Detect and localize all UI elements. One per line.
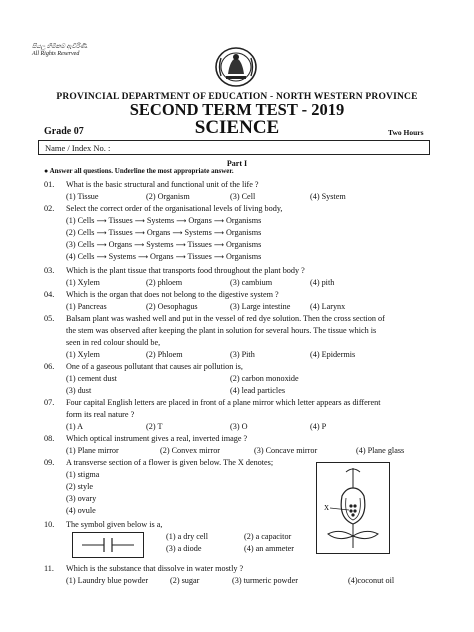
option[interactable]: (4) Larynx [310, 302, 346, 311]
option[interactable]: (4) ovule [66, 506, 96, 515]
option[interactable]: (2) Organism [146, 192, 190, 201]
question-number: 11. [44, 564, 54, 573]
duration-label: Two Hours [388, 128, 424, 137]
option[interactable]: (2) Convex mirror [160, 446, 221, 455]
option[interactable]: (1) cement dust [66, 374, 117, 383]
option-term: (4) Cells [66, 252, 95, 261]
rights-notice [32, 44, 88, 58]
provincial-emblem-icon [212, 46, 260, 88]
arrow-icon: ⟶ [96, 253, 107, 261]
arrow-icon: ⟶ [176, 217, 187, 225]
question-text: Select the correct order of the organisational levels of living body, [66, 204, 283, 213]
option[interactable]: (1) Pancreas [66, 302, 107, 311]
option[interactable]: (1) A [66, 422, 84, 431]
option-term: Organs [108, 240, 133, 249]
option-term: Tissues [187, 240, 212, 249]
option[interactable]: (1) Tissue [66, 192, 99, 201]
arrow-icon: ⟶ [172, 229, 183, 237]
question-text: Which optical instrument gives a real, inverted image ? [66, 434, 248, 443]
flower-section-diagram [316, 462, 390, 554]
question-number: 05. [44, 314, 55, 323]
question-number: 03. [44, 266, 55, 275]
option[interactable]: (2) a capacitor [244, 532, 292, 541]
question-number: 07. [44, 398, 55, 407]
subject-title: SCIENCE [194, 117, 280, 138]
option-term: Systems [184, 228, 212, 237]
option[interactable]: (1) stigma [66, 470, 100, 479]
option[interactable]: (2) phloem [146, 278, 183, 287]
arrow-icon: ⟶ [96, 229, 107, 237]
option[interactable]: (4) pith [310, 278, 335, 287]
option[interactable]: (2) T [146, 422, 163, 431]
grade-label: Grade 07 [44, 126, 84, 137]
question-text-line: Balsam plant was washed well and put in the vessel of red dye solution. Then the cross section of [66, 314, 385, 323]
option[interactable]: (1) Plane mirror [66, 446, 119, 455]
option-term: (2) Cells [66, 228, 95, 237]
option[interactable]: (4) an ammeter [244, 544, 295, 553]
question-text: Which is the substance that dissolve in water mostly ? [66, 564, 244, 573]
arrow-icon: ⟶ [134, 217, 145, 225]
name-index-label: Name / Index No. : [45, 143, 111, 153]
option[interactable]: (3) Concave mirror [254, 446, 318, 455]
question-text-line: seen in red colour should be, [66, 338, 161, 347]
question-text: One of a gaseous pollutant that causes air pollution is, [66, 362, 243, 371]
question-text-line: the stem was observed after keeping the plant in solution for several hours. The tissue which is [66, 326, 377, 335]
arrow-icon: ⟶ [175, 241, 186, 249]
arrow-icon: ⟶ [96, 241, 107, 249]
arrow-icon: ⟶ [213, 253, 224, 261]
rights-sinhala: සියලු හිමිකම් ඇවිරිණි. [32, 44, 88, 50]
option[interactable]: (1) Laundry blue powder [66, 576, 149, 585]
rights-english: All Rights Reserved [32, 51, 80, 57]
instruction-text: Answer all questions. Underline the most appropriate answer. [49, 167, 234, 175]
question-number: 01. [44, 180, 55, 189]
option[interactable]: (3) a diode [166, 544, 202, 553]
name-index-field[interactable] [38, 140, 430, 155]
option[interactable]: (3) ovary [66, 494, 97, 503]
question-text: Which is the organ that does not belong to the digestive system ? [66, 290, 279, 299]
arrow-icon: ⟶ [134, 229, 145, 237]
question-number: 04. [44, 290, 55, 299]
option-term: Tissues [108, 228, 133, 237]
option-term: (1) Cells [66, 216, 95, 225]
option[interactable]: (3) Pith [230, 350, 255, 359]
option[interactable]: (4) Epidermis [310, 350, 356, 359]
option[interactable]: (3) Cell [230, 192, 256, 201]
option[interactable]: (3) Large intestine [230, 302, 291, 311]
question-text-line: Four capital English letters are placed in front of a plane mirror which letter appears as different [66, 398, 381, 407]
option-term: Organisms [225, 228, 262, 237]
test-title: SECOND TERM TEST - 2019 [129, 100, 345, 119]
part-heading: Part I [226, 159, 248, 168]
arrow-icon: ⟶ [137, 253, 148, 261]
instruction: ● Answer all questions. Underline the most appropriate answer. [44, 167, 234, 175]
question-number: 10. [44, 520, 55, 529]
option[interactable]: (1) Xylem [66, 350, 100, 359]
question-text: What is the basic structural and functional unit of the life ? [66, 180, 259, 189]
arrow-icon: ⟶ [96, 217, 107, 225]
question-text: The symbol given below is a, [66, 520, 163, 529]
option[interactable]: (2) Phloem [146, 350, 183, 359]
question-text: Which is the plant tissue that transports food throughout the plant body ? [66, 266, 305, 275]
question-number: 06. [44, 362, 55, 371]
question-number: 08. [44, 434, 55, 443]
option-term: Tissues [108, 216, 133, 225]
option[interactable]: (4) Plane glass [356, 446, 405, 455]
option[interactable]: (3) O [230, 422, 248, 431]
option-term: Tissues [187, 252, 212, 261]
circuit-symbol-diagram [72, 532, 144, 558]
option[interactable]: (1) a dry cell [166, 532, 209, 541]
department-heading: PROVINCIAL DEPARTMENT OF EDUCATION - NORTH WESTERN PROVINCE [56, 92, 418, 102]
arrow-icon: ⟶ [175, 253, 186, 261]
option[interactable]: (2) Oesophagus [146, 302, 198, 311]
option[interactable] [66, 240, 261, 249]
option[interactable]: (3) turmeric powder [232, 576, 298, 585]
option[interactable] [66, 216, 261, 225]
option-term: Organs [146, 228, 171, 237]
option-term: Organisms [225, 240, 262, 249]
option-term: Organs [188, 216, 212, 225]
option[interactable]: (1) Xylem [66, 278, 100, 287]
arrow-icon: ⟶ [213, 217, 224, 225]
option-term: Organs [150, 252, 174, 261]
option-term: Systems [146, 240, 174, 249]
option[interactable]: (2) carbon monoxide [230, 374, 299, 383]
diagram-x-label: X [324, 504, 330, 512]
option-term: Systems [108, 252, 136, 261]
arrow-icon: ⟶ [213, 241, 224, 249]
arrow-icon: ⟶ [213, 229, 224, 237]
option[interactable] [66, 252, 261, 261]
option-term: (3) Cells [66, 240, 95, 249]
question-text: A transverse section of a flower is given below. The X denotes; [66, 458, 274, 467]
option-term: Organisms [225, 216, 262, 225]
option[interactable]: (3) cambium [230, 278, 273, 287]
option-term: Organisms [225, 252, 262, 261]
option[interactable]: (2) sugar [170, 576, 200, 585]
question-number: 09. [44, 458, 55, 467]
option[interactable]: (3) dust [66, 386, 92, 395]
arrow-icon: ⟶ [134, 241, 145, 249]
option-term: Systems [146, 216, 175, 225]
question-number: 02. [44, 204, 55, 213]
option[interactable] [66, 228, 261, 237]
option[interactable]: (4) lead particles [230, 386, 286, 395]
option[interactable]: (4) System [310, 192, 346, 201]
option[interactable]: (4) P [310, 422, 327, 431]
question-text-line: form its real nature ? [66, 410, 135, 419]
option[interactable]: (2) style [66, 482, 94, 491]
option[interactable]: (4)coconut oil [348, 576, 395, 585]
